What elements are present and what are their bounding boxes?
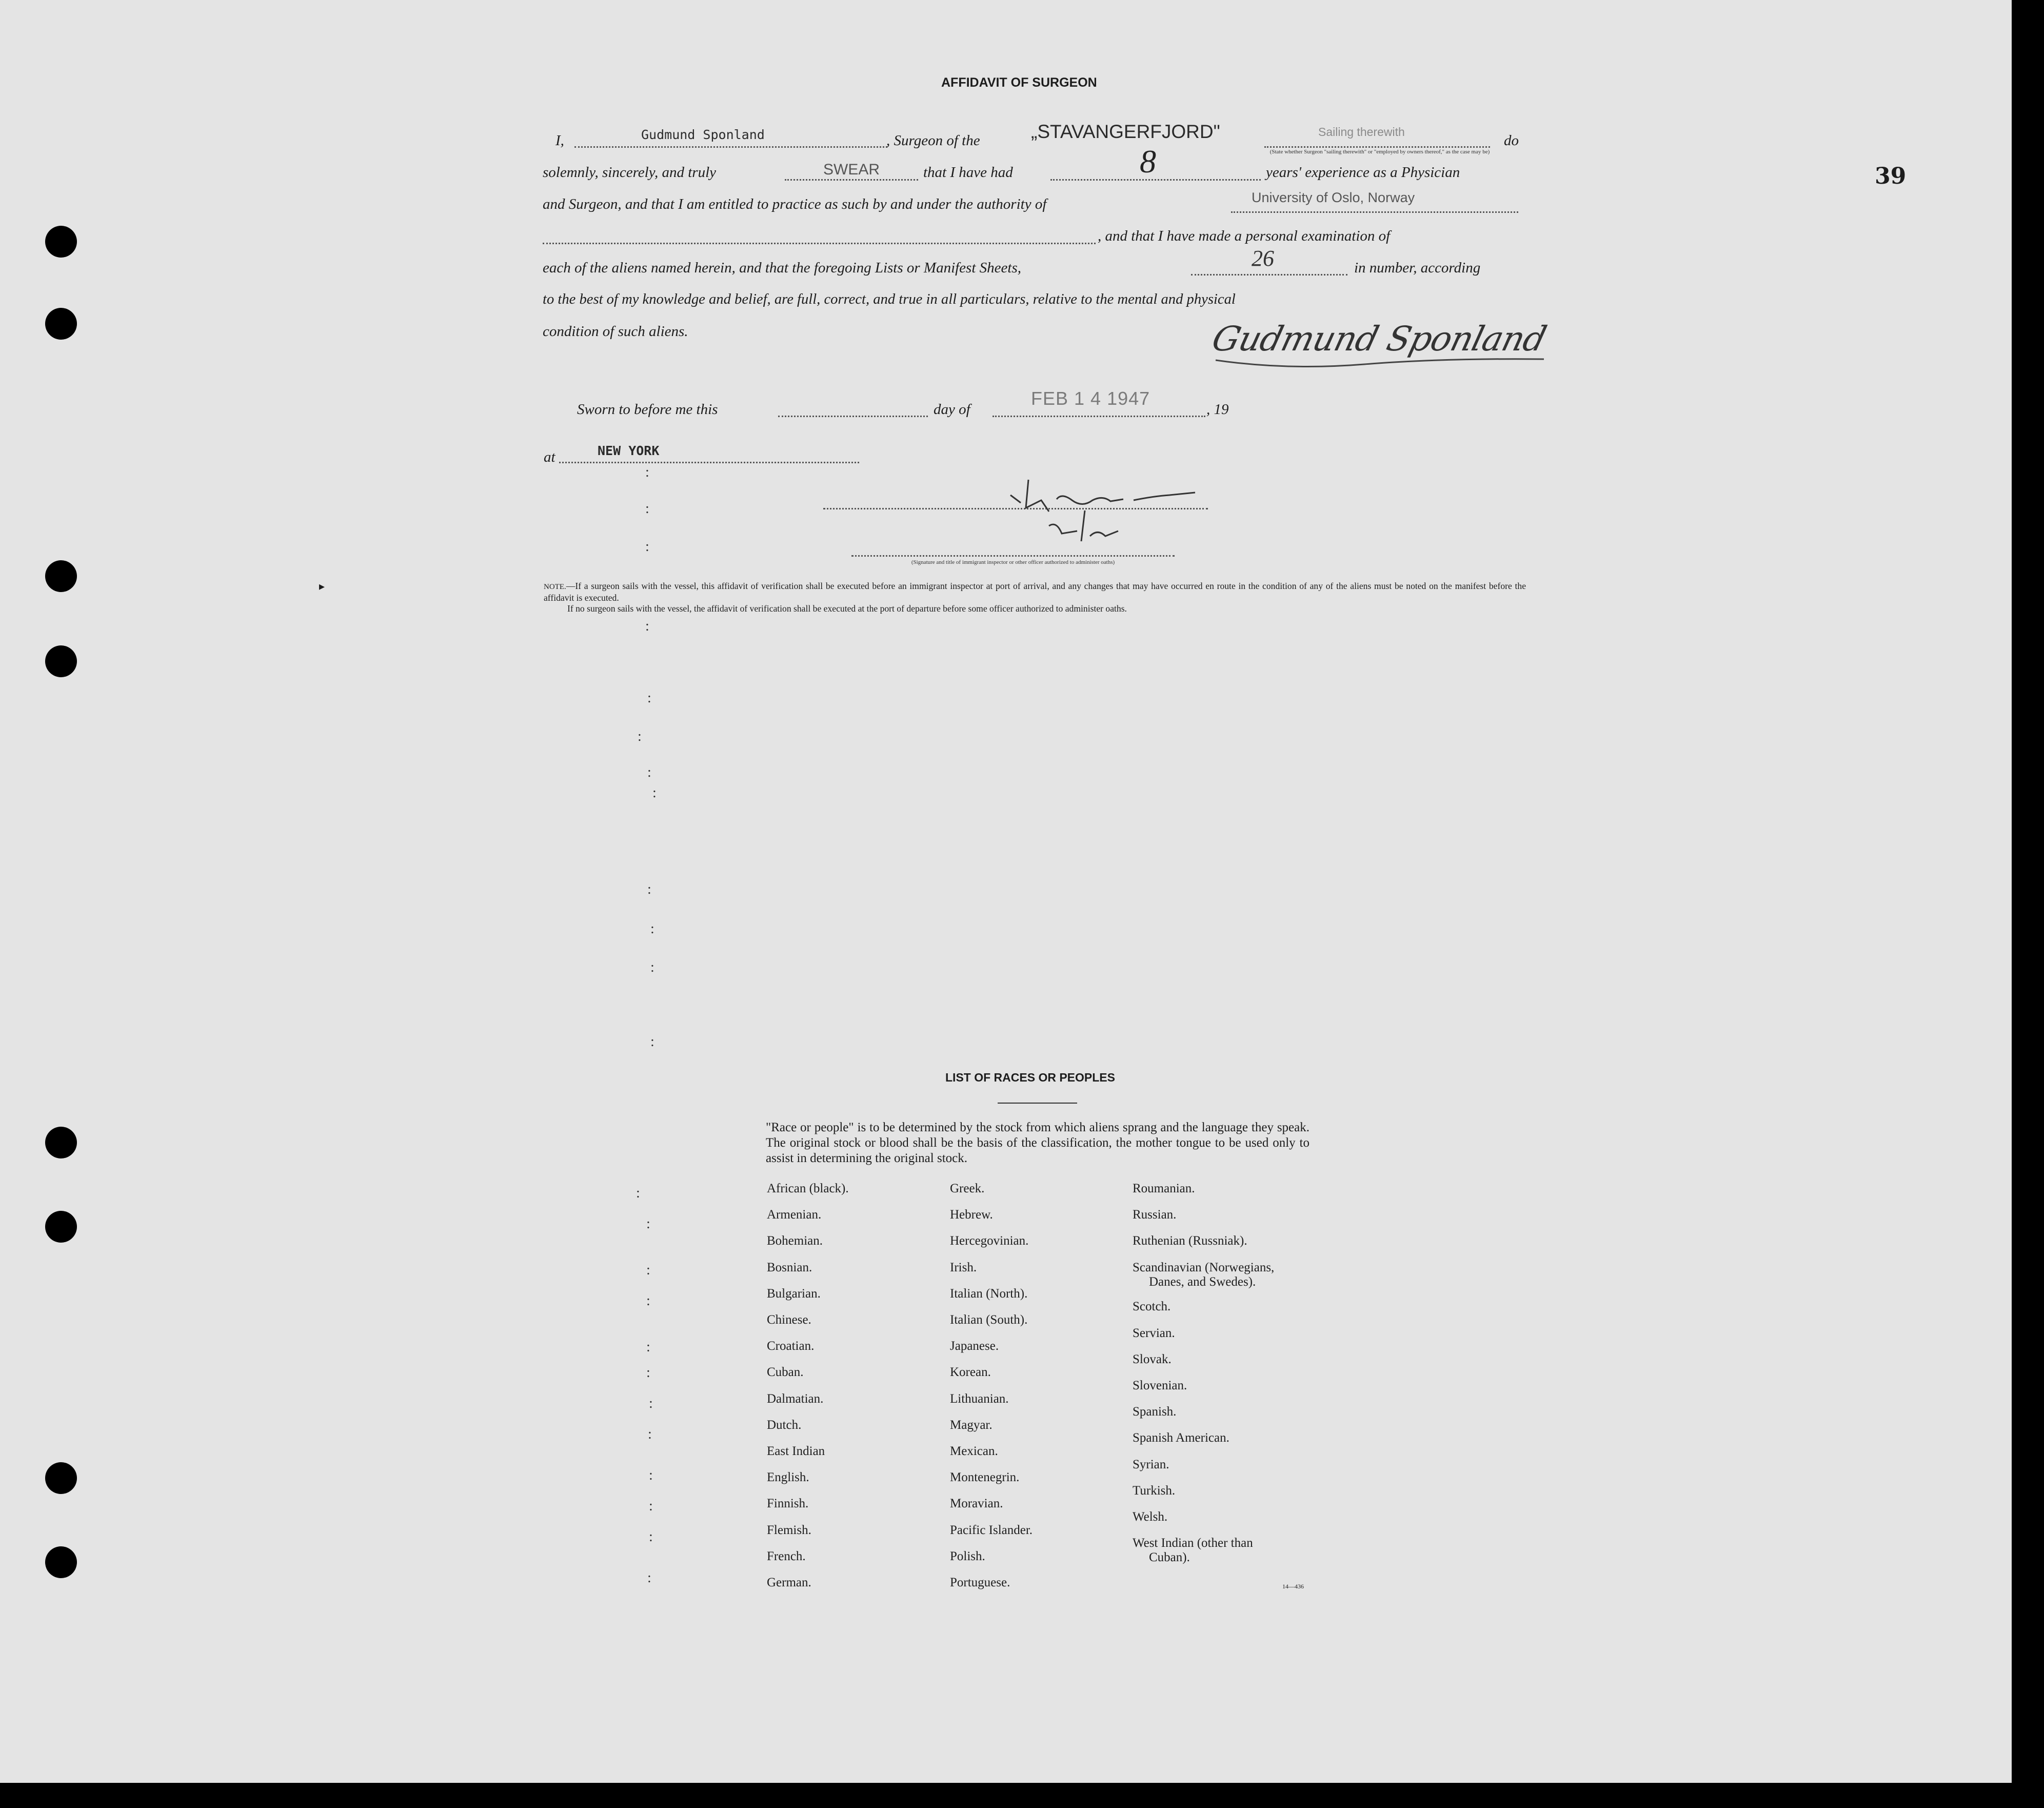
race-item: Pacific Islander. xyxy=(950,1523,1033,1537)
page-number: 39 xyxy=(1875,163,1907,189)
race-item: Italian (North). xyxy=(950,1286,1028,1301)
affidavit-line3-prefix: and Surgeon, and that I am entitled to practice as such by and under the authority of xyxy=(543,196,1047,212)
race-item: Cuban. xyxy=(767,1365,804,1380)
arrow-mark: ▸ xyxy=(319,580,325,593)
race-item: East Indian xyxy=(767,1444,825,1458)
races-title: LIST OF RACES OR PEOPLES xyxy=(945,1071,1115,1084)
race-item: Croatian. xyxy=(767,1339,815,1353)
affidavit-line2-mid: that I have had xyxy=(923,164,1013,181)
race-item: Korean. xyxy=(950,1365,991,1380)
signature-flourish xyxy=(1210,328,1554,375)
race-item: Italian (South). xyxy=(950,1313,1028,1327)
affidavit-title: AFFIDAVIT OF SURGEON xyxy=(941,75,1097,90)
sworn-year-prefix: , 19 xyxy=(1206,401,1229,418)
race-item: Hebrew. xyxy=(950,1208,993,1222)
race-item: Welsh. xyxy=(1133,1510,1168,1524)
surgeon-signature: Gudmund Sponland xyxy=(1208,319,1550,359)
race-item: French. xyxy=(767,1549,806,1563)
race-item: African (black). xyxy=(767,1182,849,1195)
race-item: Chinese. xyxy=(767,1313,811,1327)
race-item: Danes, and Swedes). xyxy=(1149,1274,1256,1289)
race-item: Armenian. xyxy=(767,1208,822,1222)
note-paragraph-1: —If a surgeon sails with the vessel, this affidavit of verification shall be executed before an immigrant inspector at port of arrival, and any changes that may have occurred en route in the condition of any of the aliens must be noted on the manifest before the affidavit is executed. xyxy=(544,581,1526,603)
oath-field: SWEAR xyxy=(823,161,880,178)
affidavit-note xyxy=(544,581,1526,614)
race-item: Greek. xyxy=(950,1182,985,1195)
officer-signature-caption: (Signature and title of immigrant inspector or other officer authorized to administer oaths) xyxy=(911,559,1115,565)
race-item: Dutch. xyxy=(767,1418,802,1432)
race-item: Scotch. xyxy=(1133,1300,1171,1314)
race-item: Slovak. xyxy=(1133,1352,1172,1366)
race-item: Ruthenian (Russniak). xyxy=(1133,1234,1247,1248)
race-item: Scandinavian (Norwegians, xyxy=(1133,1260,1275,1274)
affidavit-line1-suffix: do xyxy=(1504,132,1519,149)
binder-hole xyxy=(45,308,77,340)
race-item: Hercegovinian. xyxy=(950,1234,1029,1248)
race-item: Moravian. xyxy=(950,1497,1003,1511)
at-label: at xyxy=(544,449,555,465)
affidavit-line1-mid: , Surgeon of the xyxy=(886,132,980,149)
binder-hole xyxy=(45,1211,77,1243)
binder-hole xyxy=(45,1127,77,1158)
race-item: English. xyxy=(767,1470,809,1485)
vessel-name-field: „STAVANGERFJORD" xyxy=(1031,121,1220,142)
race-item: German. xyxy=(767,1576,811,1589)
race-item: Slovenian. xyxy=(1133,1379,1187,1392)
binder-hole xyxy=(45,1462,77,1494)
race-item: Spanish American. xyxy=(1133,1431,1229,1445)
binder-hole xyxy=(45,645,77,677)
race-item: Servian. xyxy=(1133,1326,1175,1340)
race-item: Portuguese. xyxy=(950,1576,1010,1589)
binder-hole xyxy=(45,560,77,592)
officer-signature xyxy=(1000,464,1231,562)
race-item: Magyar. xyxy=(950,1418,993,1432)
race-item: Turkish. xyxy=(1133,1483,1176,1498)
race-item: Mexican. xyxy=(950,1444,998,1458)
years-experience-field: 8 xyxy=(1140,143,1156,180)
authority-field: University of Oslo, Norway xyxy=(1252,190,1415,205)
affidavit-line2-prefix: solemnly, sincerely, and truly xyxy=(543,164,717,181)
affidavit-line2-suffix: years' experience as a Physician xyxy=(1266,164,1460,181)
binder-hole xyxy=(45,1546,77,1578)
note-label: NOTE. xyxy=(544,583,566,591)
affidavit-line5-prefix: each of the aliens named herein, and that the foregoing Lists or Manifest Sheets, xyxy=(543,260,1021,276)
surgeon-name-field: Gudmund Sponland xyxy=(641,127,765,142)
race-item: Cuban). xyxy=(1149,1550,1190,1565)
affidavit-line4-suffix: , and that I have made a personal examination of xyxy=(1098,228,1391,244)
race-item: Syrian. xyxy=(1133,1457,1169,1471)
affidavit-line1-prefix: I, xyxy=(555,132,564,149)
affidavit-line6: to the best of my knowledge and belief, are full, correct, and true in all particulars, relative to the mental and physical xyxy=(543,291,1236,307)
race-item: Spanish. xyxy=(1133,1405,1177,1419)
surgeon-status-field: Sailing therewith xyxy=(1318,125,1405,139)
affidavit-line7: condition of such aliens. xyxy=(543,323,688,340)
race-item: Bulgarian. xyxy=(767,1286,821,1301)
race-item: Flemish. xyxy=(767,1523,811,1537)
race-item: Montenegrin. xyxy=(950,1470,1020,1485)
sheet-count-field: 26 xyxy=(1252,246,1274,271)
at-place-field: NEW YORK xyxy=(598,443,660,458)
form-number: 14—436 xyxy=(1282,1583,1304,1590)
race-item: Roumanian. xyxy=(1133,1182,1195,1195)
binder-hole xyxy=(45,226,77,258)
surgeon-status-hint: (State whether Surgeon "sailing therewith" or "employed by owners thereof," as the case may be) xyxy=(1269,149,1490,155)
race-item: Dalmatian. xyxy=(767,1391,824,1406)
affidavit-line5-suffix: in number, according xyxy=(1354,260,1481,276)
race-item: Polish. xyxy=(950,1549,985,1563)
race-item: Irish. xyxy=(950,1260,977,1274)
note-paragraph-2: If no surgeon sails with the vessel, the affidavit of verification shall be executed at the port of departure before some officer authorized to administer oaths. xyxy=(567,603,1127,614)
races-intro: "Race or people" is to be determined by the stock from which aliens sprang and the language they speak. The original stock or blood shall be the basis of the classification, the mother tongue to be used only to assist in determining the original stock. xyxy=(766,1121,1309,1165)
sworn-prefix: Sworn to before me this xyxy=(577,401,718,418)
sworn-day-label: day of xyxy=(934,401,970,418)
document-page: 39 AFFIDAVIT OF SURGEON I, Gudmund Sponland , Surgeon of the „STAVANGERFJORD" Sailing therewith (State whether Surgeon "sailing therewith" or "employed by owners thereof," as the case may be) do solemnly, sincerely, and truly SWEAR that I have had 8 years' experience as a Physician and Surgeon, and that I am entitled to practice as such by and under the authority of University of Oslo, Norway , and that I have made a personal examination of each of the aliens named herein, and that the foregoing Lists or Manifest Sheets, 26 in number, according to the best of my knowledge and belief, are full, correct, and true in all particulars, relative to the mental and physical condition of such aliens. Gudmund Sponland Sworn to before me this day of FEB 1 4 1947 , 19 at NEW YORK (Signature and title of immigrant inspector or other officer authorized to administer oaths) NOTE.—If a surgeon sails with the vessel, this affidavit of verification shall be executed before an immigrant inspector at port of arrival, and any changes that may have occurred en route in the condition of any of the aliens must be noted on the manifest before the affidavit is executed. If no surgeon sails with the vessel, the affidavit of verification shall be executed at the port of departure before some officer authorized to administer oaths. ▸ : : : : : : : : : : : : : : : : : : : : : : : : LIST OF RACES OR PEOPLES "Race or people" is to be determined by the stock from which aliens sprang and the language they speak. The original stock or blood shall be the basis of the classification, the mother tongue to be used only to assist in determining the original stock. African (black). Armenian. Bohemian. Bosnian. Bulgarian. Chinese. Croatian. Cuban. Dalmatian. Dutch. East Indian English. Finnish. Flemish. French. German. Greek. Hebrew. Hercegovinian. Irish. Italian (North). Italian (South). Japanese. Korean. Lithuanian. Magyar. Mexican. Montenegrin. Moravian. Pacific Islander. Polish. Portuguese. Roumanian. Russian. Ruthenian (Russniak). Scandinavian (Norwegians, Danes, and Swedes). Scotch. Servian. Slovak. Slovenian. Spanish. Spanish American. Syrian. Turkish. Welsh. West Indian (other than Cuban). 14—436 xyxy=(0,0,2012,1783)
race-item: Russian. xyxy=(1133,1208,1177,1222)
race-item: Finnish. xyxy=(767,1497,809,1511)
sworn-date-stamp: FEB 1 4 1947 xyxy=(1031,388,1150,409)
race-item: Lithuanian. xyxy=(950,1391,1009,1406)
race-item: Japanese. xyxy=(950,1339,999,1353)
race-item: West Indian (other than xyxy=(1133,1536,1253,1550)
race-item: Bosnian. xyxy=(767,1260,812,1274)
race-item: Bohemian. xyxy=(767,1234,823,1248)
